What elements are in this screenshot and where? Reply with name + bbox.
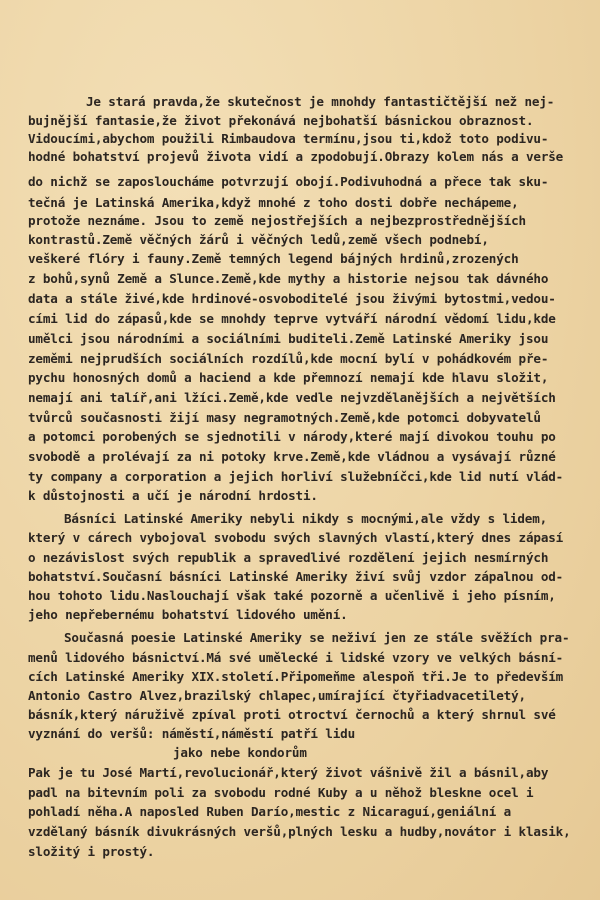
text-line: z bohů,synů Země a Slunce.Země,kde mythy a historie nejsou tak dávného (28, 271, 549, 286)
text-line: nemají ani talíř,ani lžíci.Země,kde vedle nejvzdělanějších a největších (28, 390, 556, 405)
text-line: pohladí něha.A naposled Ruben Darío,mestic z Nicaraguí,geniální a (28, 804, 512, 819)
text-line: cích Latinské Ameriky XIX.století.Připomeňme alespoň tři.Je to především (28, 669, 564, 684)
text-line: Pak je tu José Martí,revolucionář,který život vášnivě žil a básnil,aby (28, 765, 549, 780)
text-line: jeho nepřebernému bohatství lidového umění. (28, 607, 348, 622)
text-line: k důstojnosti a učí je národní hrdosti. (28, 488, 318, 503)
text-line: zeměmi nejprudších sociálních rozdílů,kde mocní bylí v pohádkovém pře- (28, 351, 549, 366)
text-line: bohatství.Současní básníci Latinské Ameriky živí svůj vzdor zápalnou od- (28, 569, 564, 584)
text-line: protože neznáme. Jsou to země nejostřejších a nejbezprostřednějších (28, 213, 526, 228)
text-line: do nichž se zaposloucháme potvrzují obojí.Podivuhodná a přece tak sku- (28, 174, 549, 189)
text-line: veškeré flóry i fauny.Země temných legend bájných hrdinů,zrozených (28, 251, 519, 266)
text-line: Současná poesie Latinské Ameriky se neživí jen ze stále svěžích pra- (64, 630, 570, 645)
text-line: svobodě a prolévají za ni potoky krve.Země,kde vládnou a vysávají různé (28, 449, 556, 464)
text-line: ty company a corporation a jejich horliví služebníčci,kde lid nutí vlád- (28, 469, 564, 484)
text-line: tečná je Latinská Amerika,když mnohé z toho dosti dobře nechápeme, (28, 195, 519, 210)
text-line: jako nebe kondorům (173, 745, 307, 760)
text-line: kontrastů.Země věčných žárů i věčných ledů,země všech podnebí, (28, 232, 489, 247)
text-line: Básníci Latinské Ameriky nebyli nikdy s mocnými,ale vždy s lidem, (64, 511, 548, 526)
text-line: a potomci porobených se sjednotili v národy,které mají divokou touhu po (28, 429, 556, 444)
text-line: hodné bohatství projevů života vidí a zpodobují.Obrazy kolem nás a verše (28, 149, 564, 164)
text-line: básník,který náruživě zpíval proti otroctví černochů a který shrnul své (28, 707, 556, 722)
text-line: vzdělaný básník divukrásných veršů,plných lesku a hudby,novátor i klasik, (28, 824, 571, 839)
text-line: hou tohoto lidu.Naslouchají však také pozorně a učenlivě i jeho písním, (28, 588, 556, 603)
text-line: cími lid do zápasů,kde se mnohdy teprve vytváří národní vědomí lidu,kde (28, 311, 556, 326)
text-line: Vidoucími,abychom použili Rimbaudova termínu,jsou ti,kdož toto podivu- (28, 131, 549, 146)
text-line: data a stále živé,kde hrdinové-osvoboditelé jsou živými bytostmi,vedou- (28, 291, 556, 306)
text-line: umělci jsou národními a sociálními buditeli.Země Latinské Ameriky jsou (28, 331, 549, 346)
text-line: Je stará pravda,že skutečnost je mnohdy fantastičtější než nej- (86, 94, 555, 109)
text-line: složitý i prostý. (28, 844, 155, 859)
text-line: padl na bitevním poli za svobodu rodné Kuby a u něhož bleskne ocel i (28, 785, 534, 800)
text-line: který v cárech vybojoval svobodu svých slavných vlastí,který dnes zápasí (28, 530, 564, 545)
text-line: bujnější fantasie,že život překonává nejbohatší básnickou obraznost. (28, 113, 534, 128)
text-line: o nezávislost svých republik a spravedlivé rozdělení jejich nesmírných (28, 550, 549, 565)
text-line: Antonio Castro Alvez,brazilský chlapec,umírající čtyřiadvacetiletý, (28, 688, 526, 703)
text-line: vyznání do veršů: náměstí,náměstí patří lidu (28, 726, 356, 741)
text-line: tvůrců současnosti žijí masy negramotných.Země,kde potomci dobyvatelů (28, 410, 541, 425)
text-line: pychu honosných domů a haciend a kde přemnozí nemají kde hlavu složit, (28, 370, 549, 385)
text-line: menů lidového básnictví.Má své umělecké i lidské vzory ve velkých básní- (28, 650, 564, 665)
